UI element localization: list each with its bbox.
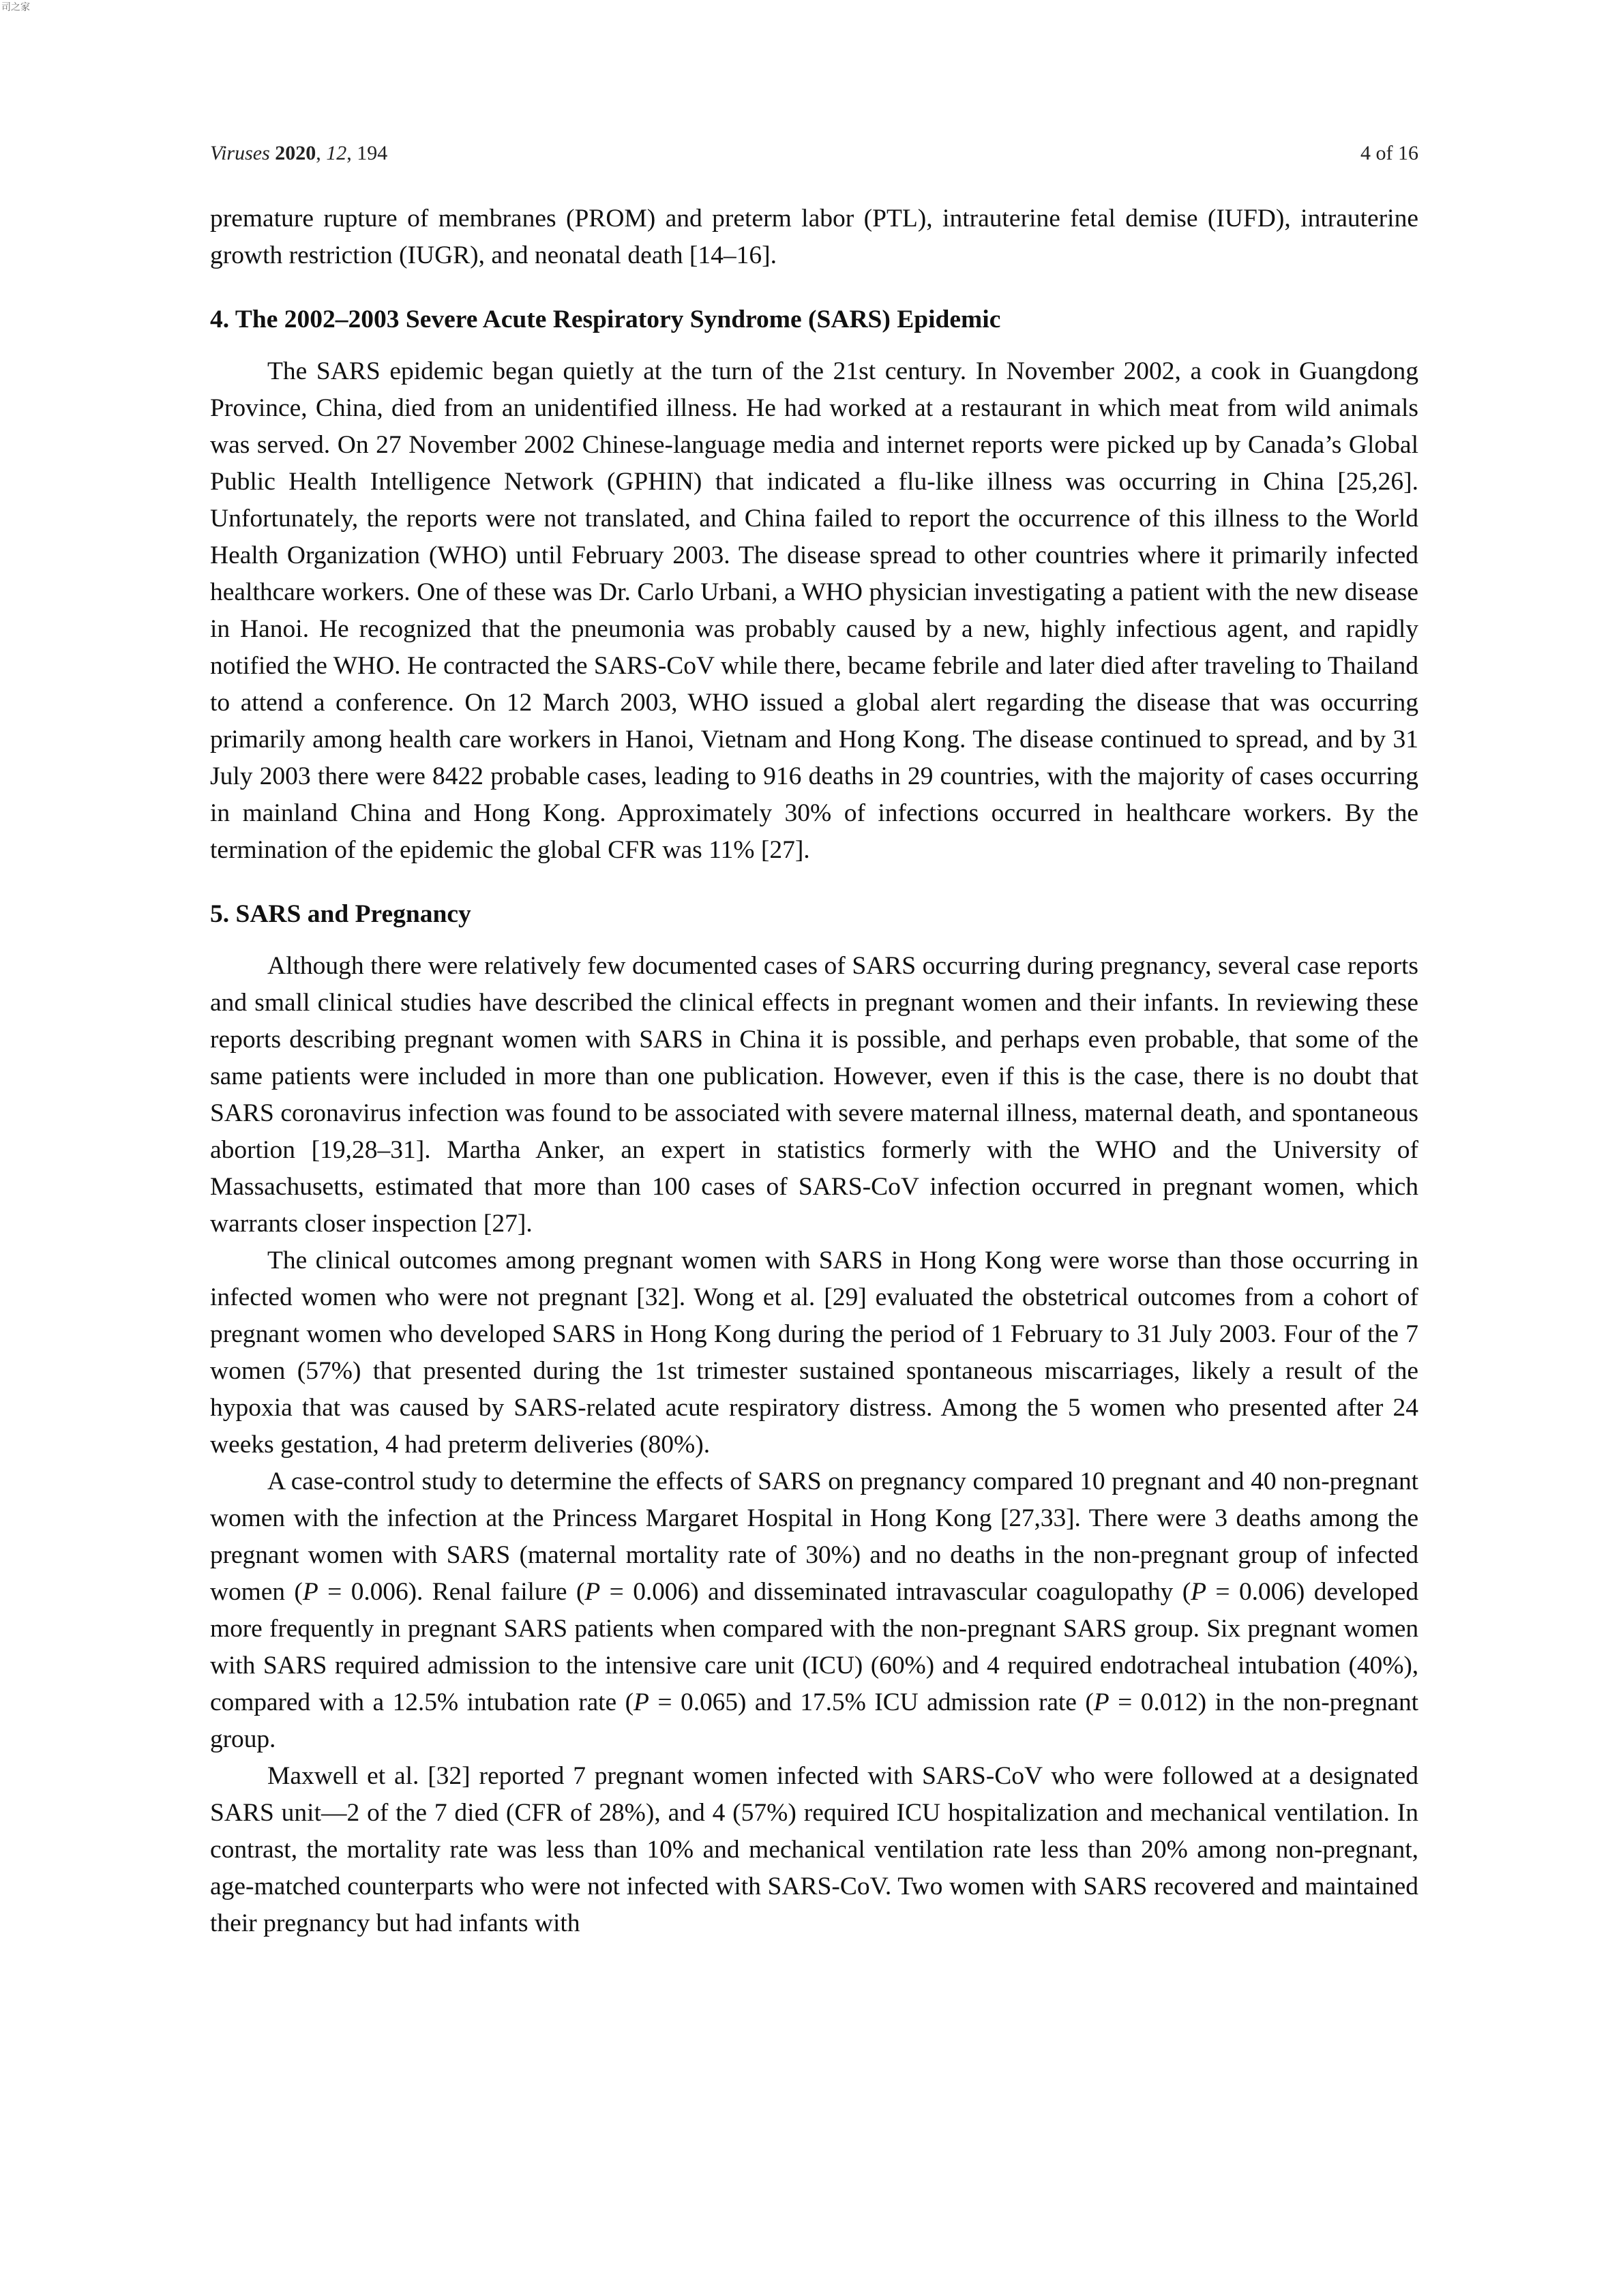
paragraph-maxwell: Maxwell et al. [32] reported 7 pregnant women infected with SARS-CoV who were followed at a designated SARS unit—2 of the 7 died (CFR of 28%), and 4 (57%) required ICU hospitalization and mechanical ventilation. In contrast, the mortality rate was less than 10% and mechanical ventilation rate less than 20% among non-pregnant, age-matched counterparts who were not infected with SARS-CoV. Two women with SARS recovered and maintained their pregnancy but had infants with (210, 1762, 1418, 1937)
paragraph-hong-kong-outcomes: The clinical outcomes among pregnant women with SARS in Hong Kong were worse than those occurring in infected women who were not pregnant [32]. Wong et al. [29] evaluated the obstetrical outcomes from a cohort of pregnant women who developed SARS in Hong Kong during the period of 1 February to 31 July 2003. Four of the 7 women (57%) that presented during the 1st trimester sustained spontaneous miscarriages, likely a result of the hypoxia that was caused by SARS-related acute respiratory distress. Among the 5 women who presented after 24 weeks gestation, 4 had preterm deliveries (80%). (210, 1247, 1418, 1459)
paragraph-sars-epidemic: The SARS epidemic began quietly at the turn of the 21st century. In November 2002, a cook in Guangdong Province, China, died from an unidentified illness. He had worked at a restaurant in which meat from wild animals was served. On 27 November 2002 Chinese-language media and internet reports were picked up by Canada’s Global Public Health Intelligence Network (GPHIN) that indicated a flu-like illness was occurring in China [25,26]. Unfortunately, the reports were not translated, and China failed to report the occurrence of this illness to the World Health Organization (WHO) until February 2003. The disease spread to other countries where it primarily infected healthcare workers. One of these was Dr. Carlo Urbani, a WHO physician investigating a patient with the new disease in Hanoi. He recognized that the pneumonia was probably caused by a new, highly infectious agent, and rapidly notified the WHO. He contracted the SARS-CoV while there, became febrile and later died after traveling to Thailand to attend a conference. On 12 March 2003, WHO issued a global alert regarding the disease that was occurring primarily among health care workers in Hanoi, Vietnam and Hong Kong. The disease continued to spread, and by 31 July 2003 there were 8422 probable cases, leading to 916 deaths in 29 countries, with the majority of cases occurring in mainland China and Hong Kong. Approximately 30% of infections occurred in healthcare workers. By the termination of the epidemic the global CFR was 11% [27]. (210, 357, 1418, 864)
journal-year: 2020 (275, 142, 316, 164)
article-number: 194 (357, 142, 388, 164)
journal-name: Viruses (210, 142, 270, 164)
paragraph-continued: premature rupture of membranes (PROM) and preterm labor (PTL), intrauterine fetal demise (IUFD), intrauterine growth restriction (IUGR), and neonatal death [14–16]. (210, 205, 1418, 269)
section-heading-4: 4. The 2002–2003 Severe Acute Respiratory Syndrome (SARS) Epidemic (210, 305, 1001, 333)
running-header (210, 142, 1418, 169)
journal-volume: 12 (326, 142, 347, 164)
section-heading-5: 5. SARS and Pregnancy (210, 900, 471, 928)
article-body (210, 200, 1418, 1942)
journal-citation: Viruses 2020, 12, 194 (210, 142, 388, 164)
page-number: 4 of 16 (1360, 142, 1418, 164)
watermark-text: 司之家 (1, 2, 30, 13)
paragraph-case-control: A case-control study to determine the effects of SARS on pregnancy compared 10 pregnant and 40 non-pregnant women with the infection at the Princess Margaret Hospital in Hong Kong [27,33]. There were 3 deaths among the pregnant women with SARS (maternal mortality rate of 30%) and no deaths in the non-pregnant group of infected women (P = 0.006). Renal failure (P = 0.006) and disseminated intravascular coagulopathy (P = 0.006) developed more frequently in pregnant SARS patients when compared with the non-pregnant SARS group. Six pregnant women with SARS required admission to the intensive care unit (ICU) (60%) and 4 required endotracheal intubation (40%), compared with a 12.5% intubation rate (P = 0.065) and 17.5% ICU admission rate (P = 0.012) in the non-pregnant group. (210, 1467, 1419, 1753)
paragraph-sars-pregnancy: Although there were relatively few documented cases of SARS occurring during pregnancy, several case reports and small clinical studies have described the clinical effects in pregnant women and their infants. In reviewing these reports describing pregnant women with SARS in China it is possible, and perhaps even probable, that some of the same patients were included in more than one publication. However, even if this is the case, there is no doubt that SARS coronavirus infection was found to be associated with severe maternal illness, maternal death, and spontaneous abortion [19,28–31]. Martha Anker, an expert in statistics formerly with the WHO and the University of Massachusetts, estimated that more than 100 cases of SARS-CoV infection occurred in pregnant women, which warrants closer inspection [27]. (210, 952, 1418, 1238)
